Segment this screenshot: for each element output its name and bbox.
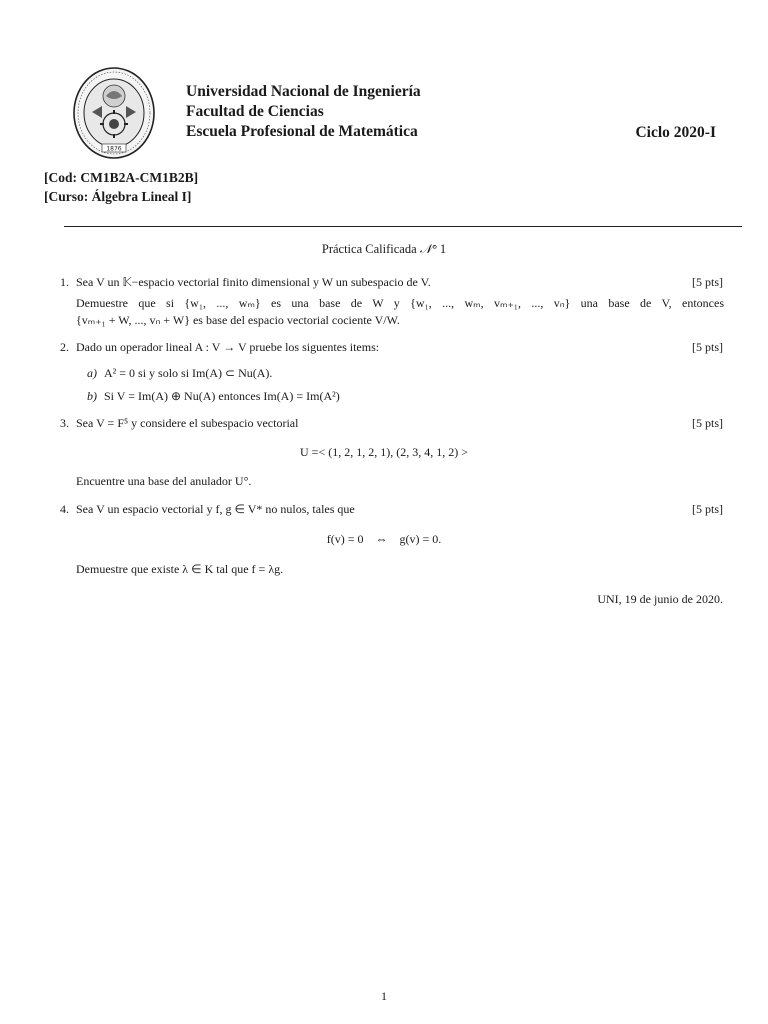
- problem-3-points: [5 pts]: [692, 416, 723, 430]
- problem-1-number: 1.: [60, 275, 69, 289]
- page-number: 1: [381, 989, 387, 1003]
- university-seal-logo: [72, 66, 156, 160]
- problem-2-item-b: Si V = Im(A) ⊕ Nu(A) entonces Im(A) = Im(A²): [104, 389, 340, 403]
- problem-4-statement: Sea V un espacio vectorial y f, g ∈ V* no nulos, tales que: [76, 502, 355, 516]
- problem-4-after: Demuestre que existe λ ∈ K tal que f = λg.: [76, 562, 284, 576]
- exam-date: UNI, 19 de junio de 2020.: [597, 592, 723, 606]
- problem-1-body-line1: Demuestre que si {w₁, ..., wₘ} es una base de W y {w₁, ..., wₘ, vₘ₊₁, ..., vₙ} una base de V, entonces: [76, 296, 724, 310]
- school-name: Escuela Profesional de Matemática: [186, 123, 418, 140]
- problem-1-points: [5 pts]: [692, 275, 723, 289]
- problem-2-number: 2.: [60, 340, 69, 354]
- course-codes: [44, 168, 198, 206]
- exam-title-number: 1: [439, 242, 447, 256]
- problem-3-display: U =< (1, 2, 1, 2, 1), (2, 3, 4, 1, 2) >: [300, 445, 468, 459]
- course-code: [Cod: CM1B2A-CM1B2B]: [44, 170, 199, 185]
- problem-2-item-a-label: a): [87, 366, 97, 380]
- problem-1-statement: Sea V un 𝕂−espacio vectorial finito dimensional y W un subespacio de V.: [76, 275, 431, 289]
- exam-title-label: Práctica Calificada: [321, 242, 417, 256]
- svg-text:1876: 1876: [106, 145, 122, 153]
- problem-3-statement: Sea V = F⁵ y considere el subespacio vectorial: [76, 416, 299, 430]
- cycle-label: Ciclo 2020-I: [635, 124, 716, 141]
- problem-2-item-b-label: b): [87, 389, 97, 403]
- problem-3-after: Encuentre una base del anulador U°.: [76, 474, 252, 488]
- problem-4-display: f(v) = 0 ⇔ g(v) = 0.: [326, 532, 442, 546]
- institution-header: [186, 82, 421, 142]
- course-name: [Curso: Álgebra Lineal I]: [44, 189, 192, 204]
- exam-title-symbol: 𝒩°: [419, 242, 437, 256]
- problem-2-item-a: A² = 0 si y solo si Im(A) ⊂ Nu(A).: [104, 366, 273, 380]
- problem-3-number: 3.: [60, 416, 69, 430]
- problem-4-points: [5 pts]: [692, 502, 723, 516]
- header-divider: [64, 226, 742, 227]
- university-name: Universidad Nacional de Ingeniería: [186, 83, 421, 100]
- problem-1-body-line2: {vₘ₊₁ + W, ..., vₙ + W} es base del espacio vectorial cociente V/W.: [76, 313, 400, 327]
- problem-2-statement: Dado un operador lineal A : V → V pruebe los siguentes items:: [76, 340, 380, 354]
- problem-4-number: 4.: [60, 502, 69, 516]
- faculty-name: Facultad de Ciencias: [186, 103, 324, 120]
- problem-2-points: [5 pts]: [692, 340, 723, 354]
- exam-title: [0, 242, 768, 257]
